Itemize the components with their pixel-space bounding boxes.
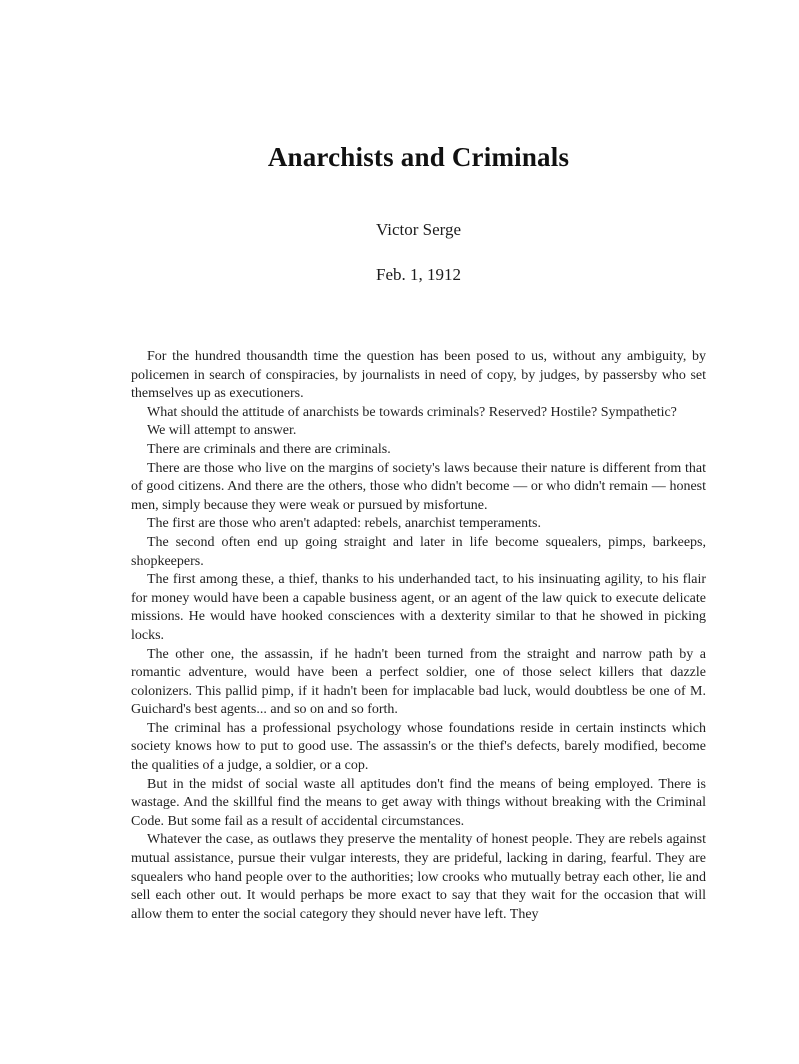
paragraph: The criminal has a professional psychology whose foundations reside in certain instincts which society knows how to put to good use. The assassin's or the thief's defects, barely modified, become the qualities of a judge, a soldier, or a cop. (131, 720, 706, 774)
document-content (131, 0, 706, 924)
paragraph: The first are those who aren't adapted: rebels, anarchist temperaments. (147, 516, 541, 532)
paragraph: For the hundred thousandth time the question has been posed to us, without any ambiguity, by policemen in search of conspiracies, by journalists in need of copy, by judges, by passersby who set themselves up as executioners. (131, 349, 706, 402)
document-body (131, 348, 706, 924)
paragraph: What should the attitude of anarchists be towards criminals? Reserved? Hostile? Sympathetic? (147, 404, 677, 420)
document-title: Anarchists and Criminals (267, 142, 570, 172)
paragraph: But in the midst of social waste all aptitudes don't find the means of being employed. There is wastage. And the skillful find the means to get away with things without breaking with the Criminal Code. But some fail as a result of accidental circumstances. (131, 776, 706, 829)
paragraph: The second often end up going straight and later in life become squealers, pimps, barkeeps, shopkeepers. (131, 534, 706, 569)
paragraph: There are those who live on the margins of society's laws because their nature is different from that of good citizens. And there are the others, those who didn't become — or who didn't remain — honest men, simply because they were weak or pursued by misfortune. (131, 460, 706, 513)
paragraph: The other one, the assassin, if he hadn't been turned from the straight and narrow path by a romantic adventure, would have been a perfect soldier, one of those select killers that dazzle colonizers. This pallid pimp, if it hadn't been for implacable bad luck, would doubtless be one of M. Guichard's best agents... and so on and so forth. (131, 646, 706, 718)
paragraph: We will attempt to answer. (147, 423, 297, 439)
document-date: Feb. 1, 1912 (376, 265, 461, 284)
paragraph: There are criminals and there are criminals. (147, 441, 391, 457)
document-author: Victor Serge (375, 220, 462, 239)
paragraph: The first among these, a thief, thanks to his underhanded tact, to his insinuating agility, to his flair for money would have been a capable business agent, or an agent of the law quick to execute delicate missions. He would have hooked consciences with a dexterity similar to that he showed in picking locks. (131, 572, 706, 643)
paragraph: Whatever the case, as outlaws they preserve the mentality of honest people. They are rebels against mutual assistance, pursue their vulgar interests, they are prideful, lacking in daring, fearful. They are squealers who hand people over to the authorities; low crooks who mutually betray each other, lie and sell each other out. It would perhaps be more exact to say that they wait for the occasion that will allow them to enter the social category they should never have left. They (131, 832, 706, 922)
